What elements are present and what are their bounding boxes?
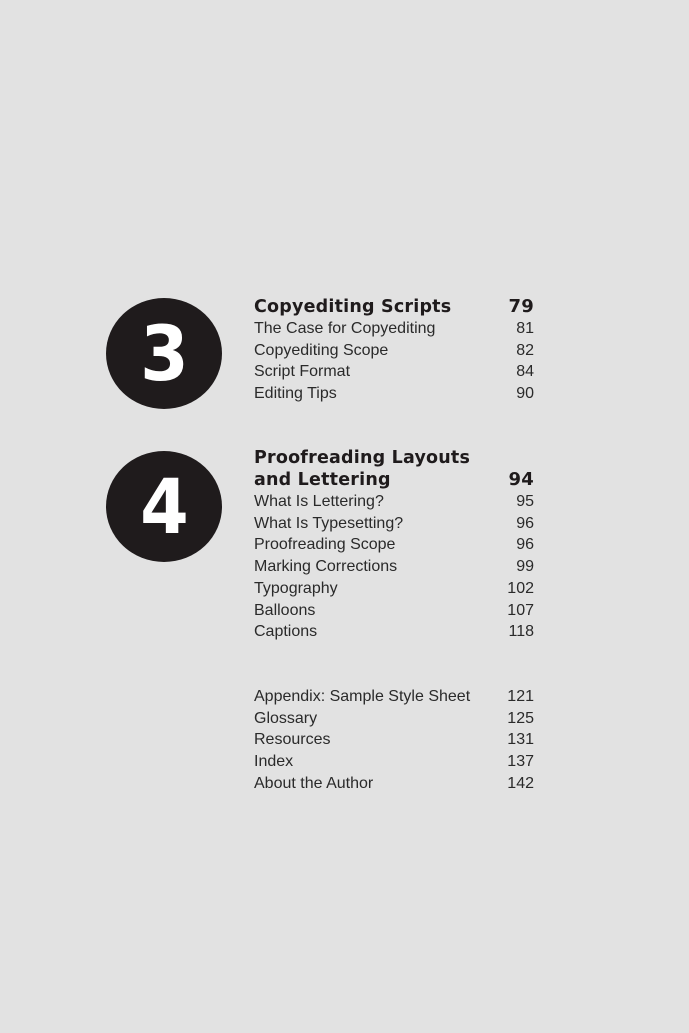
toc-entry-page: 84 <box>516 363 534 381</box>
chapter-title: Copyediting Scripts <box>254 297 452 317</box>
toc-entry-page: 96 <box>516 514 534 532</box>
toc-entry-label: What Is Typesetting? <box>254 514 404 532</box>
toc-entry[interactable] <box>254 383 534 405</box>
toc-entry[interactable] <box>254 751 534 773</box>
toc-entry-page: 81 <box>516 320 534 337</box>
toc-entry-page: 125 <box>507 709 534 727</box>
toc-entry-label: Copyediting Scope <box>254 341 389 359</box>
toc-entry-page: 121 <box>507 688 534 705</box>
toc-entry[interactable] <box>254 318 534 340</box>
chapter-number: 3 <box>139 308 189 398</box>
toc-entry-label: Editing Tips <box>254 385 337 403</box>
chapter-title-line1: Proofreading Layouts <box>254 448 471 468</box>
chapter-title-row-line2[interactable] <box>254 469 534 491</box>
toc-entry-page: 118 <box>508 623 534 641</box>
toc-entry-label: Marking Corrections <box>254 558 398 576</box>
chapter-title-row[interactable] <box>254 296 534 318</box>
toc-entry[interactable] <box>254 556 534 578</box>
toc-entry-label: Script Format <box>254 363 351 381</box>
chapter-title-row-line1[interactable] <box>254 447 534 469</box>
toc-entry-page: 95 <box>516 493 534 510</box>
toc-entry[interactable] <box>254 729 534 751</box>
toc-entry-page: 142 <box>507 774 534 792</box>
toc-entry-page: 82 <box>516 341 534 359</box>
toc-entry-label: Appendix: Sample Style Sheet <box>254 688 471 705</box>
toc-entry-page: 99 <box>516 558 534 576</box>
toc-entry[interactable] <box>254 513 534 535</box>
back-matter-toc <box>254 686 534 795</box>
toc-entry[interactable] <box>254 600 534 622</box>
toc-entry[interactable] <box>254 361 534 383</box>
toc-entry-label: What Is Lettering? <box>254 493 384 510</box>
chapter-number-badge <box>106 298 222 409</box>
chapter-page-number: 94 <box>508 469 534 490</box>
toc-entry[interactable] <box>254 491 534 513</box>
toc-entry-page: 137 <box>507 753 534 771</box>
toc-entry-label: About the Author <box>254 774 374 792</box>
toc-entry[interactable] <box>254 686 534 708</box>
chapter-toc <box>254 447 534 643</box>
toc-entry-page: 102 <box>507 579 534 597</box>
toc-entry-label: The Case for Copyediting <box>254 320 436 337</box>
toc-entry-page: 90 <box>516 385 534 403</box>
toc-entry[interactable] <box>254 621 534 643</box>
toc-entry-label: Proofreading Scope <box>254 536 396 554</box>
toc-entry[interactable] <box>254 340 534 362</box>
chapter-number-badge <box>106 451 222 562</box>
toc-entry[interactable] <box>254 773 534 795</box>
chapter-page-number: 79 <box>508 296 534 317</box>
toc-entry[interactable] <box>254 578 534 600</box>
chapter-number: 4 <box>139 461 189 551</box>
toc-entry-label: Captions <box>254 623 318 641</box>
toc-entry-label: Balloons <box>254 601 316 619</box>
chapter-title-line2: and Lettering <box>254 470 391 490</box>
toc-entry-page: 96 <box>516 536 534 554</box>
toc-entry-page: 107 <box>507 601 534 619</box>
toc-entry-label: Resources <box>254 731 331 749</box>
toc-entry-label: Index <box>254 753 294 771</box>
toc-entry-label: Typography <box>254 579 338 597</box>
chapter-toc <box>254 296 534 405</box>
toc-entry[interactable] <box>254 534 534 556</box>
toc-entry[interactable] <box>254 708 534 730</box>
toc-entry-label: Glossary <box>254 709 318 727</box>
toc-entry-page: 131 <box>507 731 534 749</box>
